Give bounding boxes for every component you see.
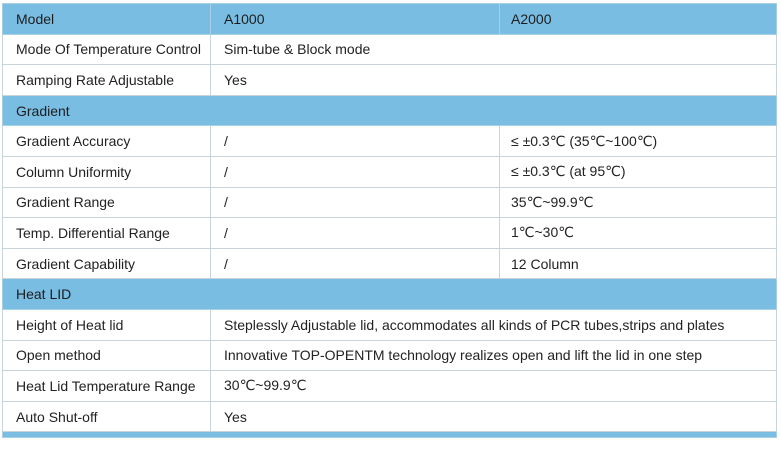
header-model-label: Model bbox=[3, 4, 211, 35]
section-row-partial bbox=[3, 432, 777, 438]
spec-table bbox=[2, 3, 777, 438]
section-title: Heat LID bbox=[3, 279, 777, 310]
row-label: Column Uniformity bbox=[3, 156, 211, 187]
row-value-a1000: / bbox=[211, 187, 500, 218]
row-label: Gradient Range bbox=[3, 187, 211, 218]
table-row bbox=[3, 126, 777, 157]
row-value-a1000: / bbox=[211, 218, 500, 249]
table-row bbox=[3, 156, 777, 187]
table-row bbox=[3, 65, 777, 96]
table-row bbox=[3, 371, 777, 402]
row-label: Gradient Accuracy bbox=[3, 126, 211, 157]
table-row bbox=[3, 340, 777, 371]
section-row-heat-lid bbox=[3, 279, 777, 310]
table-row bbox=[3, 401, 777, 432]
row-value: Innovative TOP-OPENTM technology realizes open and lift the lid in one step bbox=[211, 340, 777, 371]
section-row-gradient bbox=[3, 95, 777, 126]
row-label: Mode Of Temperature Control bbox=[3, 34, 211, 65]
row-label: Temp. Differential Range bbox=[3, 218, 211, 249]
row-label: Auto Shut-off bbox=[3, 401, 211, 432]
row-value: Steplessly Adjustable lid, accommodates all kinds of PCR tubes,strips and plates bbox=[211, 309, 777, 340]
row-label: Height of Heat lid bbox=[3, 309, 211, 340]
row-value: 30℃~99.9℃ bbox=[211, 371, 777, 402]
row-value: Yes bbox=[211, 65, 777, 96]
section-title: Gradient bbox=[3, 95, 777, 126]
row-label: Ramping Rate Adjustable bbox=[3, 65, 211, 96]
header-a1000: A1000 bbox=[211, 4, 500, 35]
header-a2000: A2000 bbox=[500, 4, 777, 35]
row-value-a1000: / bbox=[211, 248, 500, 279]
table-row bbox=[3, 187, 777, 218]
row-value: Yes bbox=[211, 401, 777, 432]
row-value-a2000: 12 Column bbox=[500, 248, 777, 279]
row-label: Open method bbox=[3, 340, 211, 371]
table-row bbox=[3, 309, 777, 340]
row-value-a1000: / bbox=[211, 156, 500, 187]
row-label: Heat Lid Temperature Range bbox=[3, 371, 211, 402]
section-divider bbox=[3, 432, 777, 438]
table-row bbox=[3, 218, 777, 249]
row-value-a2000: 1℃~30℃ bbox=[500, 218, 777, 249]
row-value-a1000: / bbox=[211, 126, 500, 157]
table-row bbox=[3, 34, 777, 65]
table-row bbox=[3, 248, 777, 279]
row-label: Gradient Capability bbox=[3, 248, 211, 279]
table-header-row bbox=[3, 4, 777, 35]
row-value-a2000: ≤ ±0.3℃ (35℃~100℃) bbox=[500, 126, 777, 157]
row-value: Sim-tube & Block mode bbox=[211, 34, 777, 65]
row-value-a2000: ≤ ±0.3℃ (at 95℃) bbox=[500, 156, 777, 187]
row-value-a2000: 35℃~99.9℃ bbox=[500, 187, 777, 218]
